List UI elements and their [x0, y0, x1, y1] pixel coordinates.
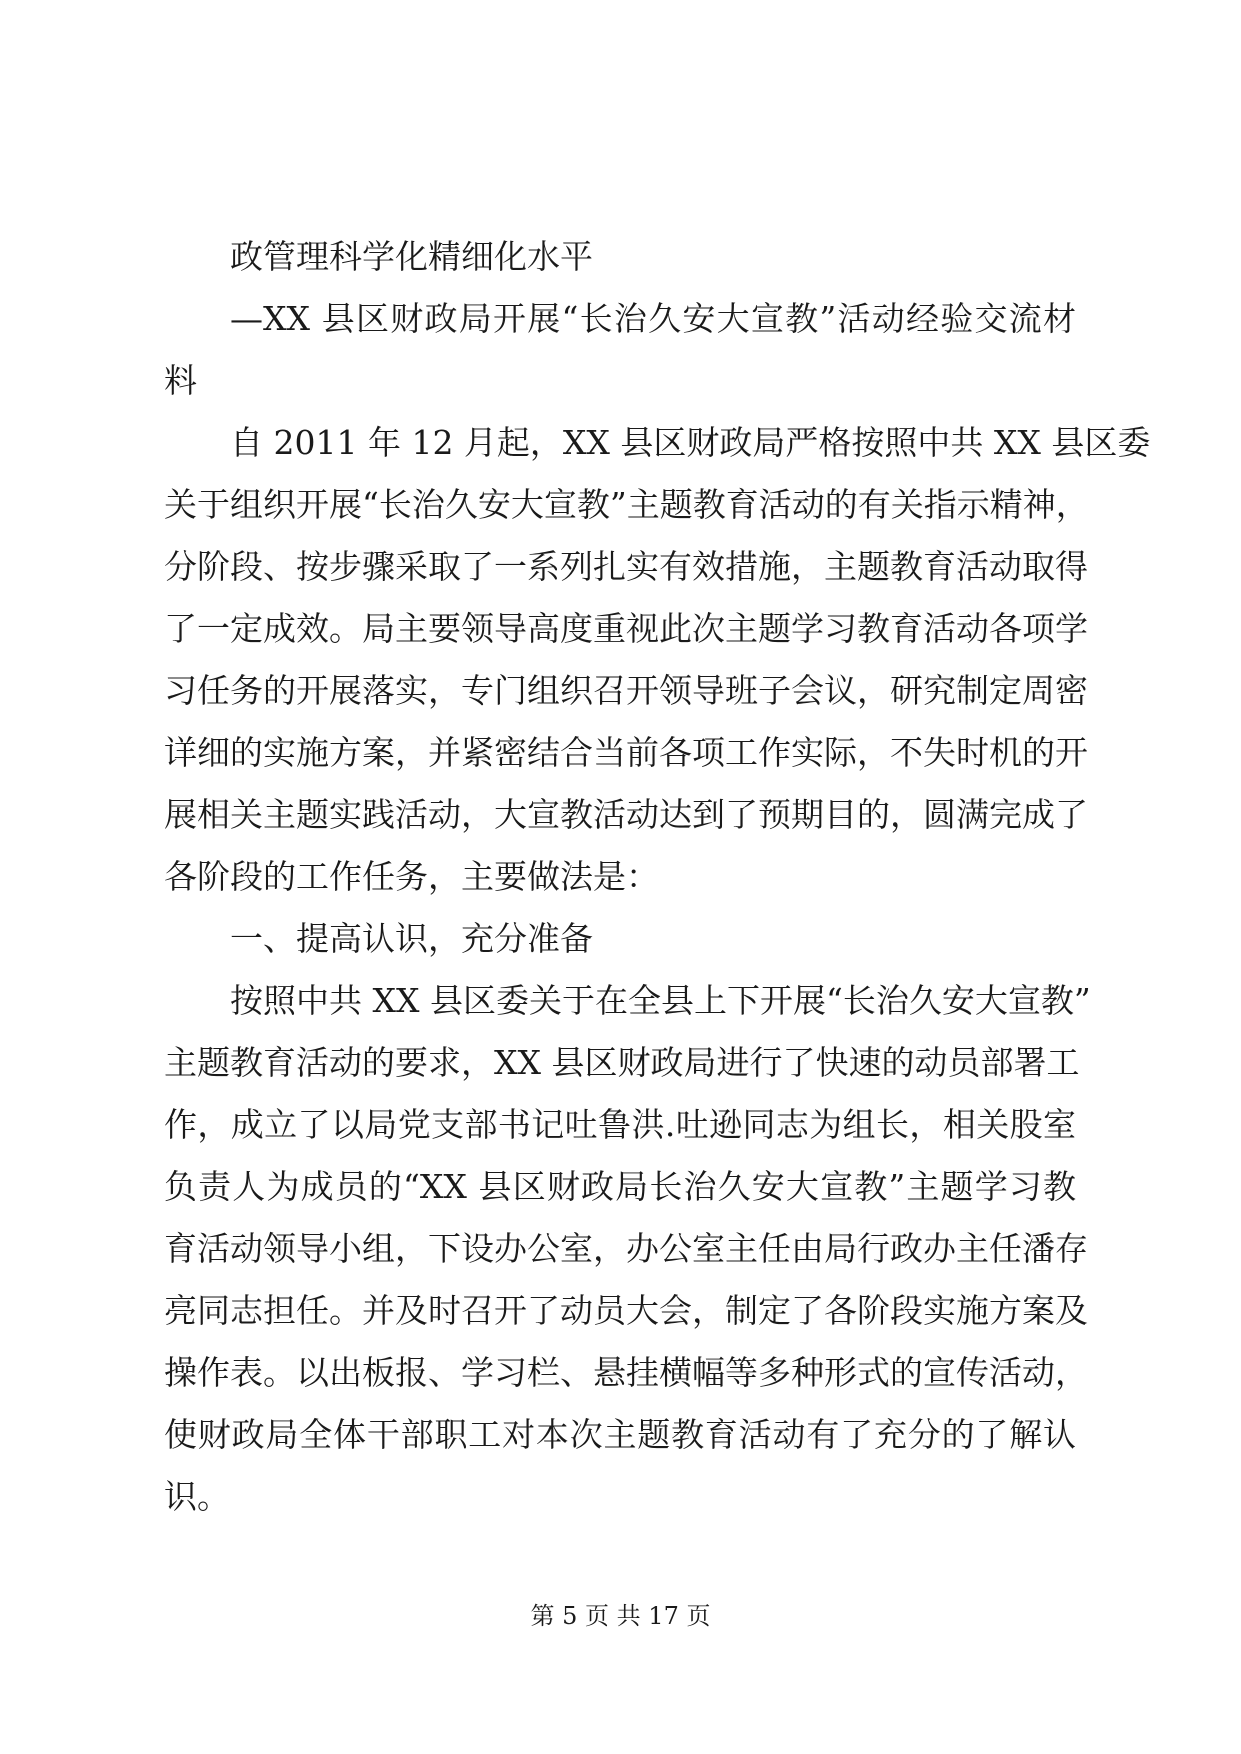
- paragraph-line: 展相关主题实践活动，大宣教活动达到了预期目的，圆满完成了: [164, 795, 1088, 834]
- subtitle-line: 料: [164, 361, 197, 400]
- page-number: 第 5 页 共 17 页: [530, 1602, 711, 1630]
- subtitle-line: —XX 县区财政局开展“长治久安大宣教”活动经验交流材: [230, 299, 1076, 338]
- paragraph-line: 了一定成效。局主要领导高度重视此次主题学习教育活动各项学: [164, 609, 1088, 648]
- paragraph-line: 习任务的开展落实，专门组织召开领导班子会议，研究制定周密: [164, 671, 1088, 710]
- paragraph-line: 自 2011 年 12 月起，XX 县区财政局严格按照中共 XX 县区委: [230, 423, 1151, 462]
- paragraph-line: 操作表。以出板报、学习栏、悬挂横幅等多种形式的宣传活动，: [164, 1353, 1088, 1392]
- paragraph-line: 详细的实施方案，并紧密结合当前各项工作实际，不失时机的开: [164, 733, 1088, 772]
- paragraph-line: 主题教育活动的要求，XX 县区财政局进行了快速的动员部署工: [164, 1043, 1080, 1082]
- paragraph-line: 分阶段、按步骤采取了一系列扎实有效措施，主题教育活动取得: [164, 547, 1088, 586]
- paragraph-line: 各阶段的工作任务，主要做法是：: [164, 857, 659, 896]
- paragraph-line: 按照中共 XX 县区委关于在全县上下开展“长治久安大宣教”: [230, 981, 1091, 1020]
- section-heading: 一、提高认识，充分准备: [230, 919, 593, 958]
- paragraph-line: 使财政局全体干部职工对本次主题教育活动有了充分的了解认: [164, 1415, 1076, 1454]
- paragraph-line: 识。: [164, 1477, 230, 1516]
- document-body: [164, 226, 1151, 1528]
- paragraph-line: 负责人为成员的“XX 县区财政局长治久安大宣教”主题学习教: [164, 1167, 1076, 1206]
- paragraph-line: 育活动领导小组，下设办公室，办公室主任由局行政办主任潘存: [164, 1229, 1088, 1268]
- paragraph-line: 关于组织开展“长治久安大宣教”主题教育活动的有关指示精神，: [164, 485, 1089, 524]
- document-title: 政管理科学化精细化水平: [230, 237, 593, 276]
- paragraph-line: 亮同志担任。并及时召开了动员大会，制定了各阶段实施方案及: [164, 1291, 1088, 1330]
- paragraph-line: 作，成立了以局党支部书记吐鲁洪.吐逊同志为组长，相关股室: [164, 1105, 1076, 1144]
